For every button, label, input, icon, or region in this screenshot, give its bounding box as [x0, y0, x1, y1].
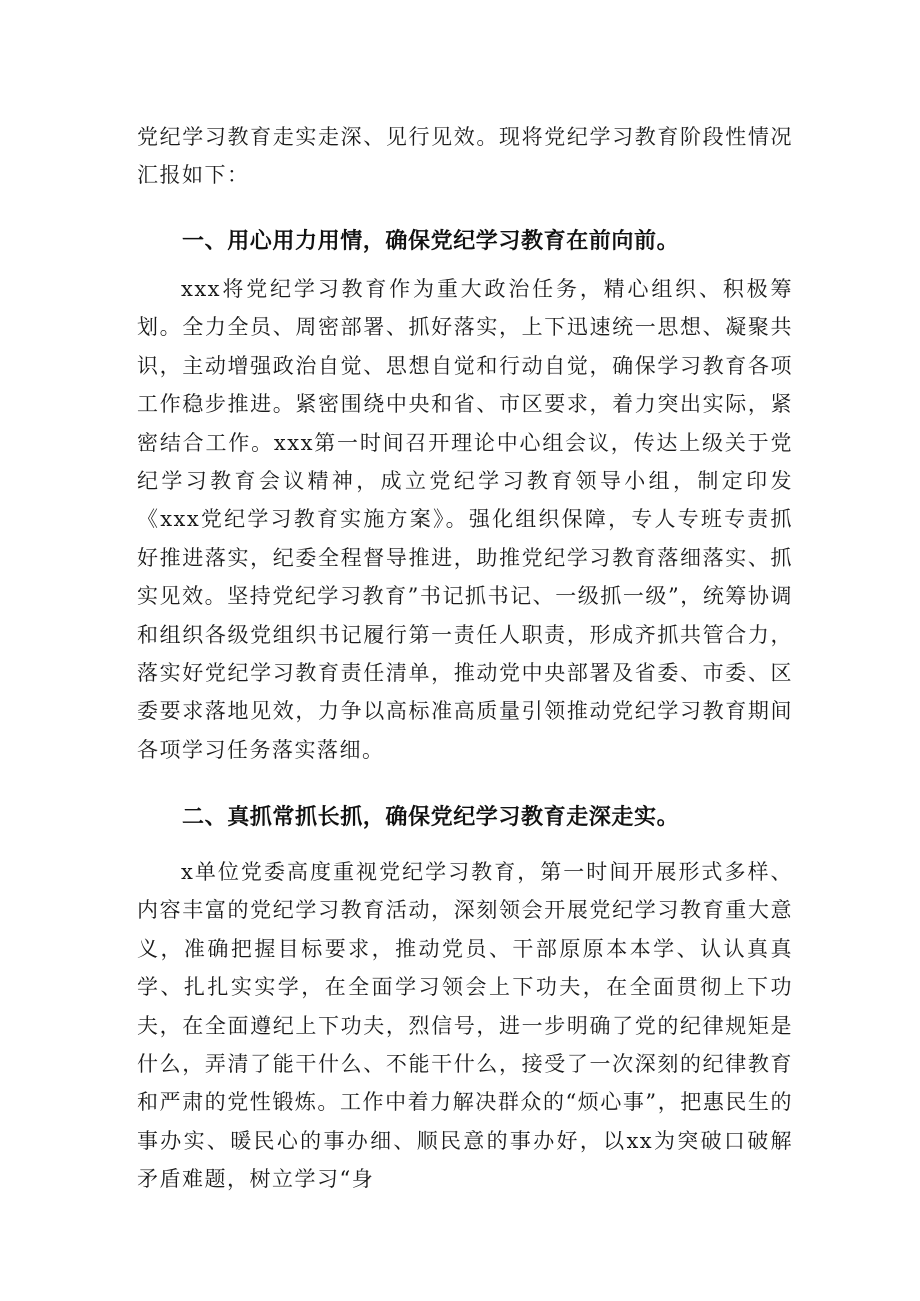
- section-body-1: xxx将党纪学习教育作为重大政治任务，精心组织、积极筹划。全力全员、周密部署、抓好落实，上下迅速统一思想、凝聚共识，主动增强政治自觉、思想自觉和行动自觉，确保学习教育各项工作稳步推进。紧密围绕中央和省、市区要求，着力突出实际，紧密结合工作。xxx第一时间召开理论中心组会议，传达上级关于党纪学习教育会议精神，成立党纪学习教育领导小组，制定印发《xxx党纪学习教育实施方案》。强化组织保障，专人专班专责抓好推进落实，纪委全程督导推进，助推党纪学习教育落细落实、抓实见效。坚持党纪学习教育”书记抓书记、一级抓一级”，统筹协调和组织各级党组织书记履行第一责任人职责，形成齐抓共管合力，落实好党纪学习教育责任清单，推动党中央部署及省委、市委、区委要求落地见效，力争以高标准高质量引领推动党纪学习教育期间各项学习任务落实落细。: [137, 277, 793, 762]
- section-heading-1: 一、用心用力用情，确保党纪学习教育在前向前。: [182, 229, 680, 254]
- section-heading-2: 二、真抓常抓长抓，确保党纪学习教育走深走实。: [182, 805, 680, 830]
- intro-paragraph: 党纪学习教育走实走深、见行见效。现将党纪学习教育阶段性情况汇报如下：: [137, 125, 793, 188]
- section-body-2: x单位党委高度重视党纪学习教育，第一时间开展形式多样、内容丰富的党纪学习教育活动，深刻领会开展党纪学习教育重大意义，准确把握目标要求，推动党员、干部原原本本学、认认真真学、扎扎实实学，在全面学习领会上下功夫，在全面贯彻上下功夫，在全面遵纪上下功夫，烈信号，进一步明确了党的纪律规矩是什么，弄清了能干什么、不能干什么，接受了一次深刻的纪律教育和严肃的党性锻炼。工作中着力解决群众的“烦心事”，把惠民生的事办实、暖民心的事办细、顺民意的事办好，以xx为突破口破解矛盾难题，树立学习“身: [137, 860, 793, 1192]
